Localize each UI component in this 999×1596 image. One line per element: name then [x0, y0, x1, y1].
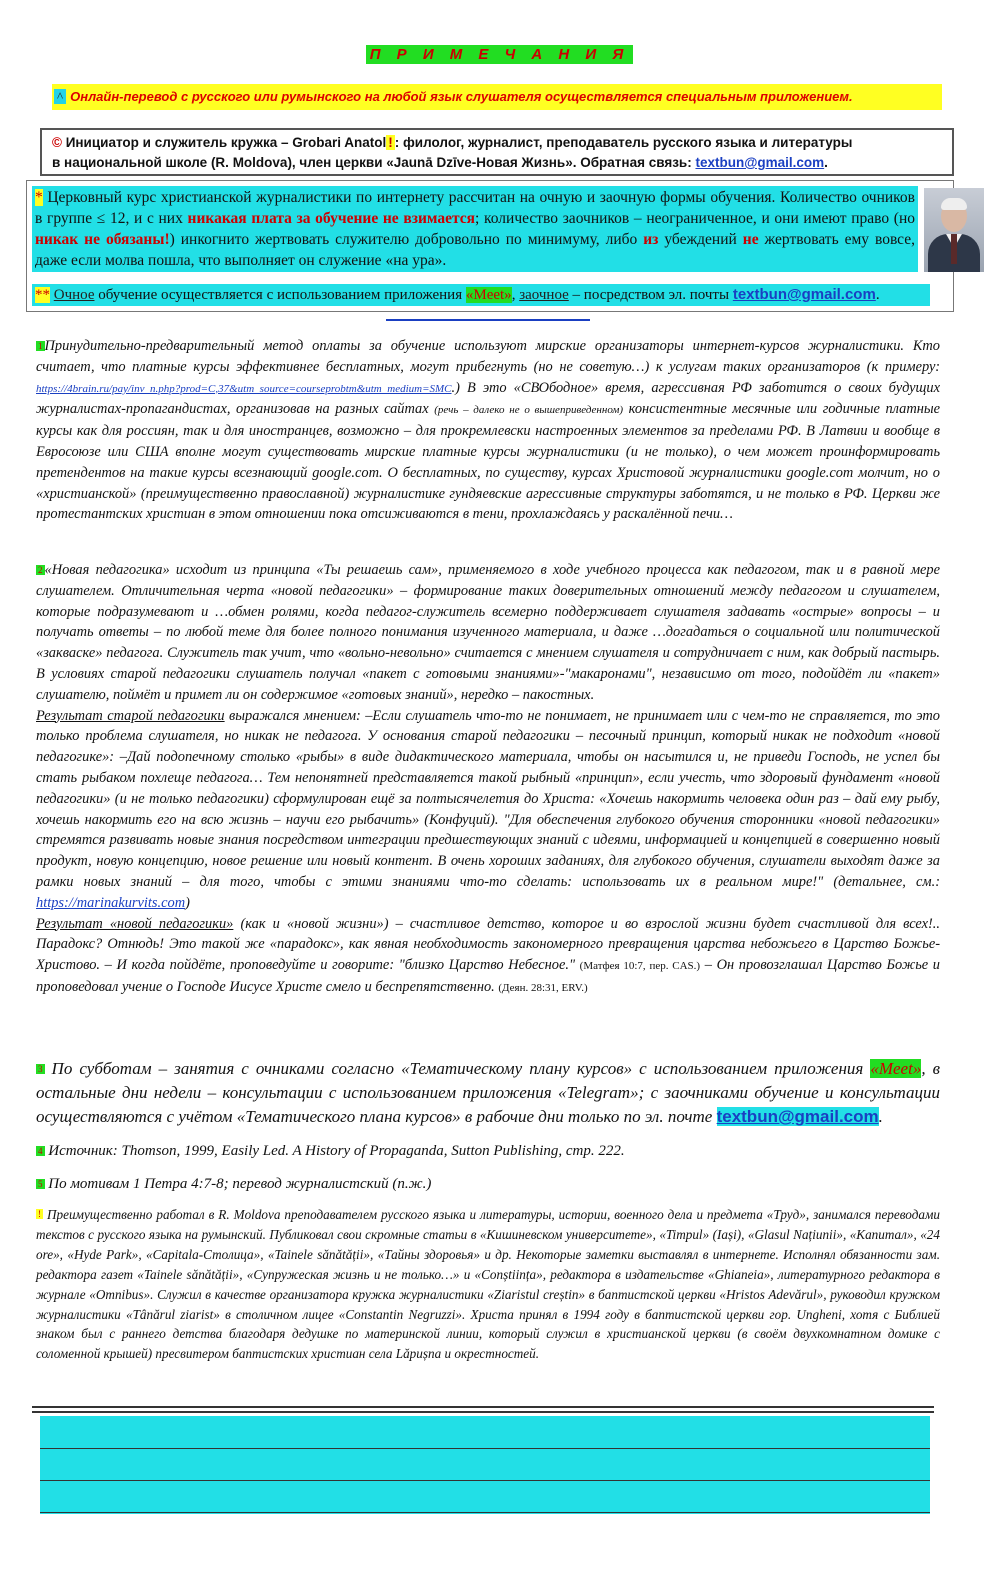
footnote-3-end: .: [878, 1107, 883, 1126]
star-mark: *: [35, 189, 43, 206]
footnote-mark[interactable]: !: [388, 135, 393, 150]
format-text-1: обучение осуществляется с использованием приложения: [94, 287, 466, 303]
course-bold-4: не: [742, 231, 759, 248]
copyright-mark: ©: [52, 135, 62, 150]
footnote-1-text-b: .) В это «СВОбодное» время, агрессивная РФ заботится о своих будущих журналистах-пропагандистах, организовав на разных сайтах: [36, 379, 940, 418]
course-text-2: ; количество заочников – неограниченное, и они имеют право (но: [475, 210, 915, 227]
format-comma: ,: [511, 287, 520, 303]
footnote-6-text: Преимущественно работал в R. Moldova преподавателем русского языка и литературы, истории, военного дела и предмета «Труд», занимался переводами текстов с русского языка на румынский. Публиковал свои скромные статьи в «Кишиневском университете», «Timpul» (Iași), «Glasul Națiunii», «Капитал», «24 ore», «Hyde Park», «Capitala-Столица», «Tainele sănătății», «Тайны здоровья» и др. Некоторые заметки выставлял в интернете. Исполнял обязанности зам. редактора газет «Tainele sănătății», «Супружеская жизнь и не только…» и «Conștiința», редактора в издательстве «Ghianeia», литературного редактора в журнале «Omnibus». Служил в качестве организатора кружка журналистики «Ziaristul creștin» в баптистской церкви «Hristos Adevărul», руководил кружком журналистики «Tânărul ziarist» в столичном лицее «Constantin Negruzzi». Христа принял в 1994 году в баптистской церкви гор. Ungheni, хотя с Библией знаком был с раннего детства благодаря дедушке по материнской линии, который служил в христианской церкви (в своём двухкомнатном домике с соломенной крышей) пресвитером баптистских христиан села Lăpușna и окрестностей.: [36, 1207, 940, 1362]
footnote-4-text: Источник: Thomson, 1999, Easily Led. A History of Propaganda, Sutton Publishing, стр. 222.: [48, 1143, 625, 1159]
meet-app-label: «Meet»: [465, 287, 512, 303]
footnote-6: [36, 1205, 940, 1364]
footnote-4-number: 4: [38, 1146, 43, 1156]
footnote-2: [36, 560, 940, 999]
marinakurvits-link[interactable]: https://marinakurvits.com: [36, 894, 186, 911]
footnote-5-text: По мотивам 1 Петра 4:7-8; перевод журналистский (п.ж.): [48, 1176, 432, 1192]
footnote-2-para-3b: – Он провозглашал Царство Божье и проповедовал учение о Господе Иисусе Христе смело и беспрепятственно.: [36, 957, 940, 995]
footnote-2-ref-2: (Деян. 28:31, ERV.): [498, 981, 588, 994]
footnote-1-text-a: Принудительно-предварительный метод оплаты за обучение используют мирские организаторы интернет-курсов журналистики. Кто считает, что платные курсы эффективнее бесплатных, могут прибегнуть (но не советую…) к услугам таких организаторов (к примеру:: [36, 338, 940, 375]
separator-line: [386, 319, 590, 321]
footnote-5-number: 5: [38, 1179, 43, 1189]
course-bold-3: из: [643, 231, 659, 248]
footnote-2-para-2: выражался мнением: –Если слушатель что-то не понимает, не принимает или с чем-то не справляется, то это только проблема слушателя, но никак не педагога. У основания старой педагогики – песочный принцип, который никак не подходит «новой педагогике»: –Дай подопечному столько «рыбы» в виде дидактического материала, чтобы он насытился и, не приведи Господь, не успел бы стать рыбаком похлеще педагога… Тем непонятней представляется такой рыбный «принцип», если учесть, что здоровый фундамент «новой педагогики» (и не только педагогики) сформулирован ещё за полтысячелетия до Христа: «Хочешь накормить человека один раз – дай ему рыбу, хочешь накормить его на всю жизнь – научи его рыбачить» (Конфуций). "Для обеспечения глубокого обучения сторонники «новой педагогики» стремятся развивать новые знания посредством интеграции предшествующих знаний с идеями, информацией и концепцией в совершенно новый продукт, новую концепцию, новое решение или новый контент. В очень хороших заданиях, для глубокого обучения, слушатели выходят даже за рамки новых знаний – для того, чтобы с этими знаниями что-то сделать: использовать их в реальном мире!" (детальнее, см.:: [36, 707, 940, 890]
footnote-5: [36, 1174, 940, 1195]
footnote-3: [36, 1057, 940, 1129]
footnote-4: [36, 1141, 940, 1162]
footnote-3-email-link[interactable]: textbun@gmail.com: [716, 1107, 879, 1126]
course-text-5: жертвовать ему вовсе, даже если молва пошла, что выполняет он служение «на ура».: [35, 231, 915, 269]
format-correspondence: заочное: [519, 287, 569, 303]
translation-note: [52, 84, 942, 110]
footnote-1-text-c: консистентные месячные или годичные платные курсы как для россиян, так и для иностранцев, возможно – для прокремлевски настроенных элементов за пределами РФ. В Латвии и вообще в Евросоюзе или США вполне могут существовать мирские платные курсы журналистики (и не только), о чем может проинформировать претендентов на такие курсы всезнающий google.com. О бесплатных, по существу, курсах Христовой журналистики google.com молчит, но о «христианской» (преимущественно православной) журналистике гундяевские агрессивные структуры заботятся, и не только в РФ. Церкви же протестантских христиан в этом отношении пока отсиживаются в тени, прохлаждаясь у раскалённой печи…: [36, 401, 940, 523]
course-bold-2: никак не обязаны!: [35, 231, 170, 248]
format-email-link[interactable]: textbun@gmail.com: [732, 286, 876, 303]
course-note: [32, 186, 918, 272]
footnote-2-new-result-label: Результат «новой педагогики»: [36, 915, 234, 932]
footnote-2-number: 2: [38, 565, 43, 575]
author-line-1: Инициатор и служитель кружка – Grobari Anatol: [61, 135, 387, 150]
course-text-1: Церковный курс христианской журналистики по интернету рассчитан на очную и заочную формы обучения. Количество очников в группе ≤ 12, и с них: [35, 189, 915, 227]
footnote-3-meet: «Meet»: [870, 1059, 922, 1078]
page-title: П Р И М Е Ч А Н И Я: [0, 46, 999, 64]
footnote-3-text-b: , в остальные дни недели – консультации с использованием приложения «Telegram»; с заочниками обучение и консультации осуществляются с учётом «Тематического плана курсов» в рабочие дни только по эл. почте: [36, 1059, 940, 1126]
footnote-3-text-a: По субботам – занятия с очниками согласно «Тематическому плану курсов» с использованием приложения: [51, 1059, 871, 1078]
format-note: [32, 284, 930, 306]
double-star-mark: **: [35, 287, 50, 303]
caret-mark: ^: [54, 89, 66, 104]
footnote-1: [36, 336, 940, 525]
format-fulltime: Очное: [53, 287, 95, 303]
footnote-1-number: 1: [38, 341, 43, 351]
format-end: .: [875, 287, 880, 303]
footnote-2-para-3: (как и «новой жизни») – счастливое детство, которое и во взрослой жизни будет счастливой для всех!.. Парадокс? Отнюдь! Это такой же «парадокс», как явная необходимость закономерного превращения царства небожьего в Царство Божье-Христово. – И когда пойдёте, проповедуйте и говорите: "близко Царство Небесное.": [36, 915, 941, 974]
author-end: .: [824, 155, 828, 170]
footnote-1-small: (речь – далеко не о вышеприведенном): [434, 404, 624, 417]
footnote-2-para-2-end: ): [185, 894, 190, 911]
format-text-2: – посредством эл. почты: [568, 287, 733, 303]
translation-note-text: Онлайн-перевод с русского или румынского на любой язык слушателя осуществляется специальным приложением.: [70, 89, 853, 104]
footnote-3-number: 3: [38, 1064, 43, 1074]
course-text-4: убеждений: [658, 231, 743, 248]
author-email-link[interactable]: textbun@gmail.com: [695, 155, 825, 170]
author-box: [40, 128, 954, 176]
blank-cyan-block: [40, 1416, 930, 1514]
course-text-3: ) инкогнито жертвовать служителю добровольно по минимуму, либо: [169, 231, 644, 248]
author-photo: [924, 188, 984, 272]
footnote-2-ref-1: (Матфея 10:7, пер. CAS.): [579, 960, 701, 973]
course-bold-1: никакая плата за обучение не взимается: [187, 210, 476, 227]
footnote-6-mark: !: [38, 1209, 41, 1219]
footnote-2-old-result-label: Результат старой педагогики: [36, 707, 225, 724]
footnote-1-link[interactable]: https://4brain.ru/pay/inv_n.php?prod=C,37&utm_source=courseprobtm&utm_medium=SMC: [36, 382, 452, 395]
author-line-1-rest: : филолог, журналист, преподаватель русского языка и литературы: [394, 135, 853, 150]
author-line-2: в национальной школе (R. Moldova), член церкви «Jaunā Dzīve-Новая Жизнь». Обратная связь:: [52, 155, 696, 170]
footnote-2-para-1: «Новая педагогика» исходит из принципа «Ты решаешь сам», применяемого в ходе учебного процесса как педагогом, так и в равной мере слушателем. Отличительная черта «новой педагогики» – формирование таких доверительных отношений между педагогом и слушателем, которые подразумевают и …обмен ролями, когда педагог-служитель всемерно поддерживает слушателя задавать «острые» вопросы – и получать ответы – по любой теме для более полного понимания изученного материала, и даже …догадаться о социальной или политической «закваске» педагога. Служитель так учит, что «вольно-невольно» считается с мнением слушателя и сотрудничает с ним, как добрый пастырь. В условиях старой педагогики слушатель получал «пакет с готовыми знаниями»-"макаронами", независимо от того, подойдёт ли «пакет» слушателю, поймёт и примет ли он содержимое «готовых знаний», нередко – пакостных.: [36, 562, 940, 703]
